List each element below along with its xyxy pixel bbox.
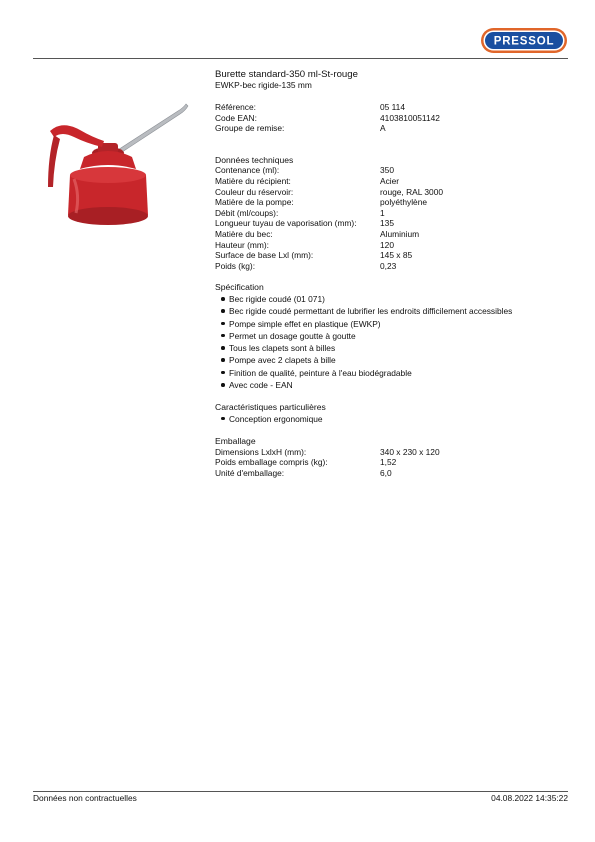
pressol-logo [480, 27, 568, 54]
tech-row [215, 218, 565, 229]
value: A [380, 123, 386, 134]
tech-row [215, 250, 565, 261]
tech-row [215, 261, 565, 272]
label: Hauteur (mm): [215, 239, 269, 250]
value: 05 114 [380, 102, 405, 112]
footer-divider [33, 791, 568, 792]
list-item: Bec rigide coudé (01 071) [215, 293, 565, 305]
value: 135 [380, 218, 394, 229]
identifier-row [215, 123, 565, 134]
packaging-section [215, 436, 565, 478]
packaging-row [215, 447, 565, 458]
section-title: Emballage [215, 436, 256, 447]
label: Code EAN: [215, 112, 257, 123]
section-title: Spécification [215, 282, 264, 293]
label: Dimensions LxlxH (mm): [215, 446, 307, 457]
list-item: Avec code - EAN [215, 379, 565, 391]
value: 145 x 85 [380, 250, 413, 261]
section-title: Caractéristiques particulières [215, 402, 326, 413]
label: Longueur tuyau de vaporisation (mm): [215, 218, 357, 229]
value: Acier [380, 175, 400, 186]
list-item: Tous les clapets sont à billes [215, 342, 565, 354]
label: Couleur du réservoir: [215, 186, 294, 197]
product-title: Burette standard-350 ml-St-rouge [215, 69, 358, 80]
label: Groupe de remise: [215, 123, 285, 134]
list-item: Pompe avec 2 clapets à bille [215, 354, 565, 366]
tech-row [215, 229, 565, 240]
specification-section [215, 282, 565, 391]
identifiers-block [215, 102, 565, 134]
header-divider [33, 58, 568, 59]
value: 0,23 [380, 260, 397, 271]
logo-text: PRESSOL [493, 35, 555, 48]
list-item: Bec rigide coudé permettant de lubrifier les endroits difficilement accessibles [215, 305, 565, 317]
footer-disclaimer: Données non contractuelles [33, 793, 137, 803]
tech-row [215, 240, 565, 251]
footer-timestamp: 04.08.2022 14:35:22 [491, 793, 568, 803]
value: 120 [380, 239, 394, 250]
label: Poids emballage compris (kg): [215, 457, 328, 468]
list-item: Pompe simple effet en plastique (EWKP) [215, 318, 565, 330]
list-item: Conception ergonomique [215, 413, 565, 425]
packaging-row [215, 468, 565, 479]
section-title: Données techniques [215, 154, 294, 165]
label: Matière du récipient: [215, 175, 291, 186]
value: 4103810051142 [380, 112, 440, 123]
label: Contenance (ml): [215, 165, 280, 176]
label: Référence: [215, 102, 256, 112]
specification-list [215, 293, 565, 391]
tech-row [215, 165, 565, 176]
value: 340 x 230 x 120 [380, 446, 440, 457]
label: Poids (kg): [215, 260, 256, 271]
value: 6,0 [380, 467, 392, 478]
value: 350 [380, 165, 394, 176]
label: Surface de base Lxl (mm): [215, 250, 314, 261]
label: Unité d'emballage: [215, 467, 285, 478]
oil-can-image [40, 95, 200, 235]
tech-row [215, 187, 565, 198]
value: polyéthylène [380, 197, 428, 208]
packaging-row [215, 457, 565, 468]
tech-row [215, 208, 565, 219]
identifier-row [215, 113, 565, 124]
identifier-row [215, 102, 565, 113]
features-list [215, 413, 565, 425]
label: Matière du bec: [215, 228, 273, 239]
product-subtitle: EWKP-bec rigide-135 mm [215, 80, 312, 90]
value: 1,52 [380, 457, 397, 468]
features-section [215, 402, 565, 425]
tech-row [215, 176, 565, 187]
list-item: Permet un dosage goutte à goutte [215, 330, 565, 342]
product-sheet [215, 69, 565, 479]
label: Matière de la pompe: [215, 197, 294, 208]
value: 1 [380, 207, 385, 218]
value: Aluminium [380, 228, 420, 239]
technical-data-section [215, 155, 565, 272]
tech-row [215, 197, 565, 208]
label: Débit (ml/coups): [215, 207, 279, 218]
value: rouge, RAL 3000 [380, 186, 444, 197]
list-item: Finition de qualité, peinture à l'eau biodégradable [215, 367, 565, 379]
